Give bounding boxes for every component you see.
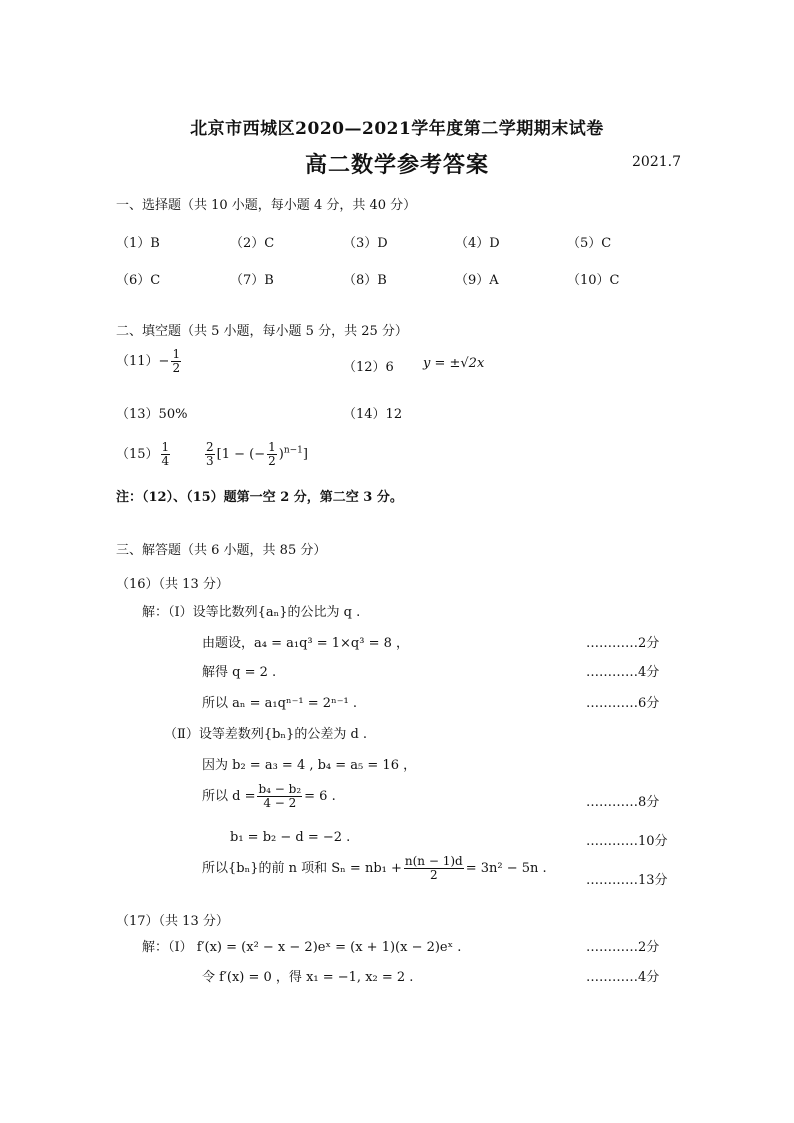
problem16-step: 解：（Ⅰ）设等比数列{aₙ}的公比为 q . (142, 605, 361, 620)
fill-answer-15b (203, 441, 308, 468)
fill-answer-13: （13）50% (116, 407, 188, 422)
question-number: （15） (116, 447, 159, 462)
denominator: 2 (172, 361, 181, 375)
problem16-step: 因为 b₂ = a₃ = 4 , b₄ = a₅ = 16 ， (202, 758, 417, 773)
numerator: b₄ − b₂ (258, 782, 302, 796)
document-title: 北京市西城区2020—2021学年度第二学期期末试卷 (190, 119, 604, 139)
fraction (267, 441, 277, 468)
document-subtitle: 高二数学参考答案 (304, 152, 489, 178)
problem16-label: （16）（共 13 分） (116, 577, 229, 592)
problem16-step: b₁ = b₂ − d = −2 . (230, 830, 351, 845)
problem17-label: （17）（共 13 分） (116, 914, 229, 929)
expression: 所以{bₙ}的前 n 项和 Sₙ = nb₁ + (202, 861, 402, 876)
choice-answer: （10）C (567, 273, 620, 288)
fraction (257, 783, 302, 810)
numerator: n(n − 1)d (404, 854, 463, 868)
denominator: 3 (206, 454, 214, 468)
choice-answer: （7）B (230, 273, 274, 288)
choice-answer: （6）C (116, 273, 161, 288)
document-date: 2021.7 (632, 154, 681, 170)
section3-heading: 三、解答题（共 6 小题，共 85 分） (116, 543, 327, 558)
section2-heading: 二、填空题（共 5 小题，每小题 5 分，共 25 分） (116, 324, 408, 339)
numerator: 1 (268, 440, 276, 454)
choice-answer: （9）A (455, 273, 499, 288)
fill-answer-11 (116, 348, 183, 375)
score-mark: …………10分 (586, 834, 668, 849)
choice-answer: （3）D (343, 236, 388, 251)
score-mark: …………2分 (586, 940, 660, 955)
choice-answer: （4）D (455, 236, 500, 251)
problem16-step: （Ⅱ）设等差数列{bₙ}的公差为 d . (164, 727, 368, 742)
question-number: （11） (116, 354, 159, 369)
choice-answer: （2）C (230, 236, 275, 251)
denominator: 4 − 2 (263, 796, 297, 810)
expression: = 3n² − 5n . (465, 861, 547, 876)
problem17-step: 解：（Ⅰ） f′(x) = (x² − x − 2)eˣ = (x + 1)(x − 2)eˣ . (142, 940, 462, 955)
expression: ) (278, 447, 284, 462)
score-mark: …………13分 (586, 873, 668, 888)
denominator: 2 (429, 868, 438, 882)
denominator: 2 (268, 454, 276, 468)
section1-heading: 一、选择题（共 10 小题，每小题 4 分，共 40 分） (116, 198, 417, 213)
fraction (161, 441, 171, 468)
section2-note: 注：（12）、（15）题第一空 2 分，第二空 3 分。 (116, 490, 403, 505)
expression: ] (302, 447, 308, 462)
fraction (205, 441, 215, 468)
score-mark: …………6分 (586, 696, 660, 711)
problem16-step (202, 783, 336, 810)
problem17-step: 令 f′(x) = 0 ，得 x₁ = −1, x₂ = 2 . (202, 970, 414, 985)
score-mark: …………4分 (586, 970, 660, 985)
fill-answer-15 (116, 441, 172, 468)
expression: 所以 d = (202, 789, 256, 804)
problem16-step: 由题设，a₄ = a₁q³ = 1×q³ = 8 ， (202, 636, 410, 651)
choice-answer: （5）C (567, 236, 612, 251)
fraction (171, 348, 181, 375)
score-mark: …………2分 (586, 636, 660, 651)
problem16-step: 解得 q = 2 . (202, 665, 277, 680)
choice-answer: （1）B (116, 236, 160, 251)
expression: = 6 . (304, 789, 336, 804)
fill-answer-12: （12）6 (343, 360, 394, 375)
numerator: 1 (161, 440, 170, 454)
exponent: n−1 (283, 445, 303, 456)
fraction (404, 855, 464, 882)
problem16-step (202, 855, 547, 882)
fill-answer-14: （14）12 (343, 407, 403, 422)
score-mark: …………4分 (586, 665, 660, 680)
fill-answer-12b: y = ±√2x (423, 356, 485, 371)
numerator: 2 (206, 440, 214, 454)
expression: [1 − (− (216, 447, 266, 462)
score-mark: …………8分 (586, 795, 660, 810)
minus-sign: − (158, 354, 170, 369)
numerator: 1 (172, 347, 181, 361)
choice-answer: （8）B (343, 273, 387, 288)
denominator: 4 (161, 454, 170, 468)
problem16-step: 所以 aₙ = a₁qⁿ⁻¹ = 2ⁿ⁻¹ . (202, 696, 358, 711)
